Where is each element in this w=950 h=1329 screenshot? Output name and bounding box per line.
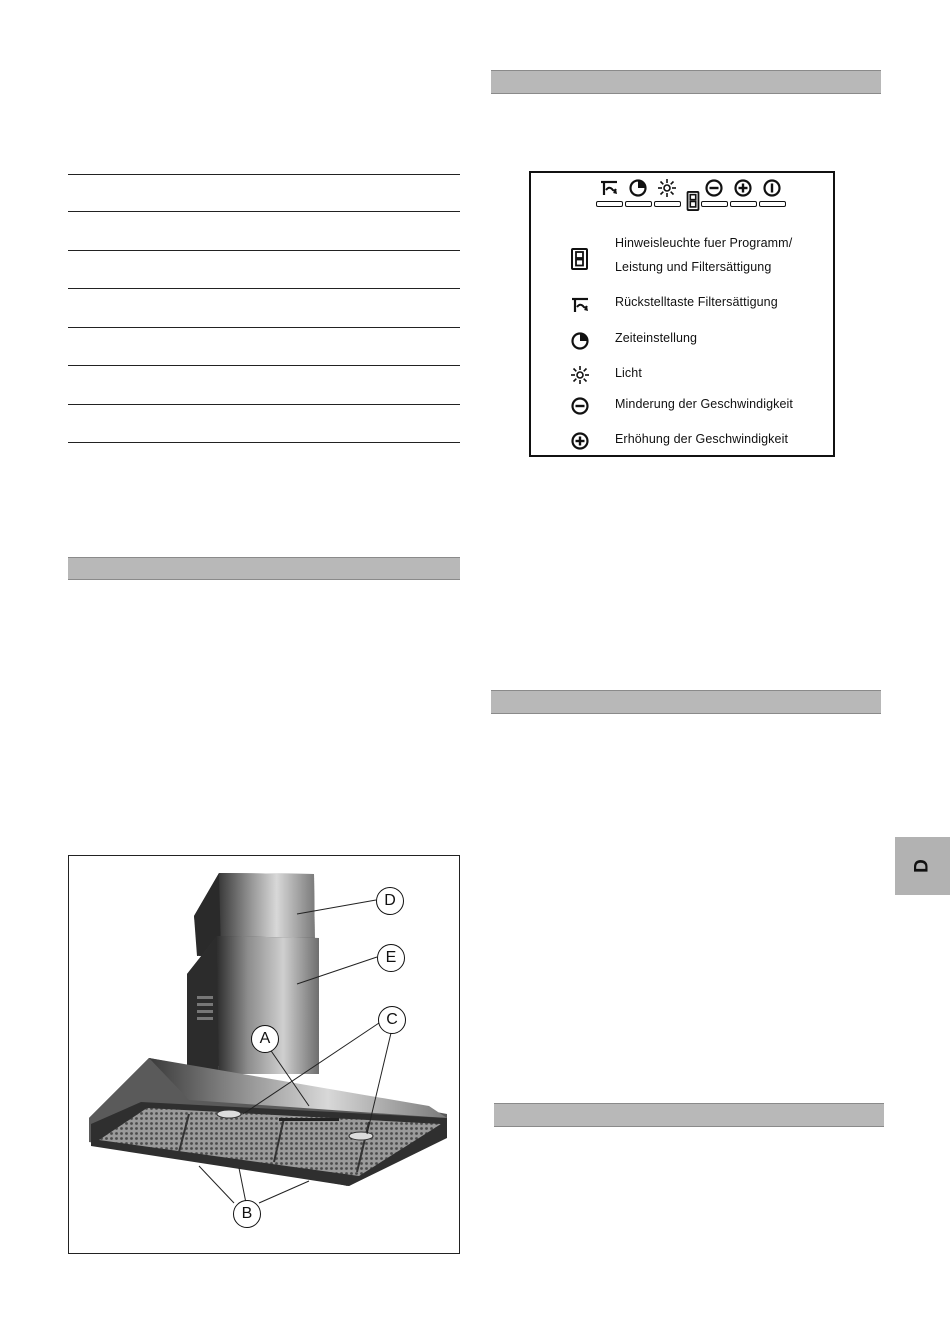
language-tab — [895, 837, 950, 895]
callout-d — [376, 887, 404, 915]
legend-label: Licht — [615, 366, 642, 380]
callout-label: B — [241, 1205, 253, 1222]
filter-reset-icon — [569, 294, 591, 316]
speed-up-icon — [732, 177, 754, 199]
range-hood-figure — [68, 855, 460, 1254]
callout-a — [251, 1025, 279, 1053]
range-hood-illustration — [69, 856, 459, 1253]
table-rule — [68, 404, 460, 405]
legend-label: Rückstelltaste Filtersättigung — [615, 295, 778, 309]
section-bar — [68, 557, 460, 580]
hood-canopy — [89, 1058, 447, 1186]
callout-e — [377, 944, 405, 972]
light-icon — [569, 364, 591, 386]
filter-reset-icon — [598, 177, 620, 199]
section-bar — [491, 690, 881, 714]
filter-reset-button[interactable] — [596, 201, 623, 207]
power-icon — [761, 177, 783, 199]
callout-label: E — [385, 949, 397, 966]
language-tab-label: D — [911, 859, 933, 873]
table-rule — [68, 327, 460, 328]
timer-icon — [569, 330, 591, 352]
legend-label: Erhöhung der Geschwindigkeit — [615, 432, 789, 446]
table-rule — [68, 250, 460, 251]
speed-down-button[interactable] — [701, 201, 728, 207]
control-panel-diagram — [529, 171, 835, 457]
power-button[interactable] — [759, 201, 786, 207]
table-rule — [68, 442, 460, 443]
table-rule — [68, 365, 460, 366]
light-icon — [656, 177, 678, 199]
section-bar — [494, 1103, 884, 1127]
speed-up-button[interactable] — [730, 201, 757, 207]
callout-label: C — [386, 1011, 398, 1028]
timer-icon — [627, 177, 649, 199]
display-icon — [569, 248, 591, 270]
lower-chimney — [187, 936, 319, 1074]
callout-b — [233, 1200, 261, 1228]
callout-label: D — [384, 892, 396, 909]
speed-down-icon — [703, 177, 725, 199]
callout-c — [378, 1006, 406, 1034]
timer-button[interactable] — [625, 201, 652, 207]
speed-down-icon — [569, 395, 591, 417]
legend-label: Zeiteinstellung — [615, 331, 698, 345]
table-rule — [68, 174, 460, 175]
section-bar — [491, 70, 881, 94]
light-button[interactable] — [654, 201, 681, 207]
legend-label: Hinweisleuchte fuer Programm/ — [615, 236, 793, 250]
callout-label: A — [259, 1030, 271, 1047]
legend-label: Minderung der Geschwindigkeit — [615, 397, 793, 411]
table-rule — [68, 211, 460, 212]
speed-up-icon — [569, 430, 591, 452]
table-rule — [68, 288, 460, 289]
legend-label: Leistung und Filtersättigung — [615, 260, 772, 274]
